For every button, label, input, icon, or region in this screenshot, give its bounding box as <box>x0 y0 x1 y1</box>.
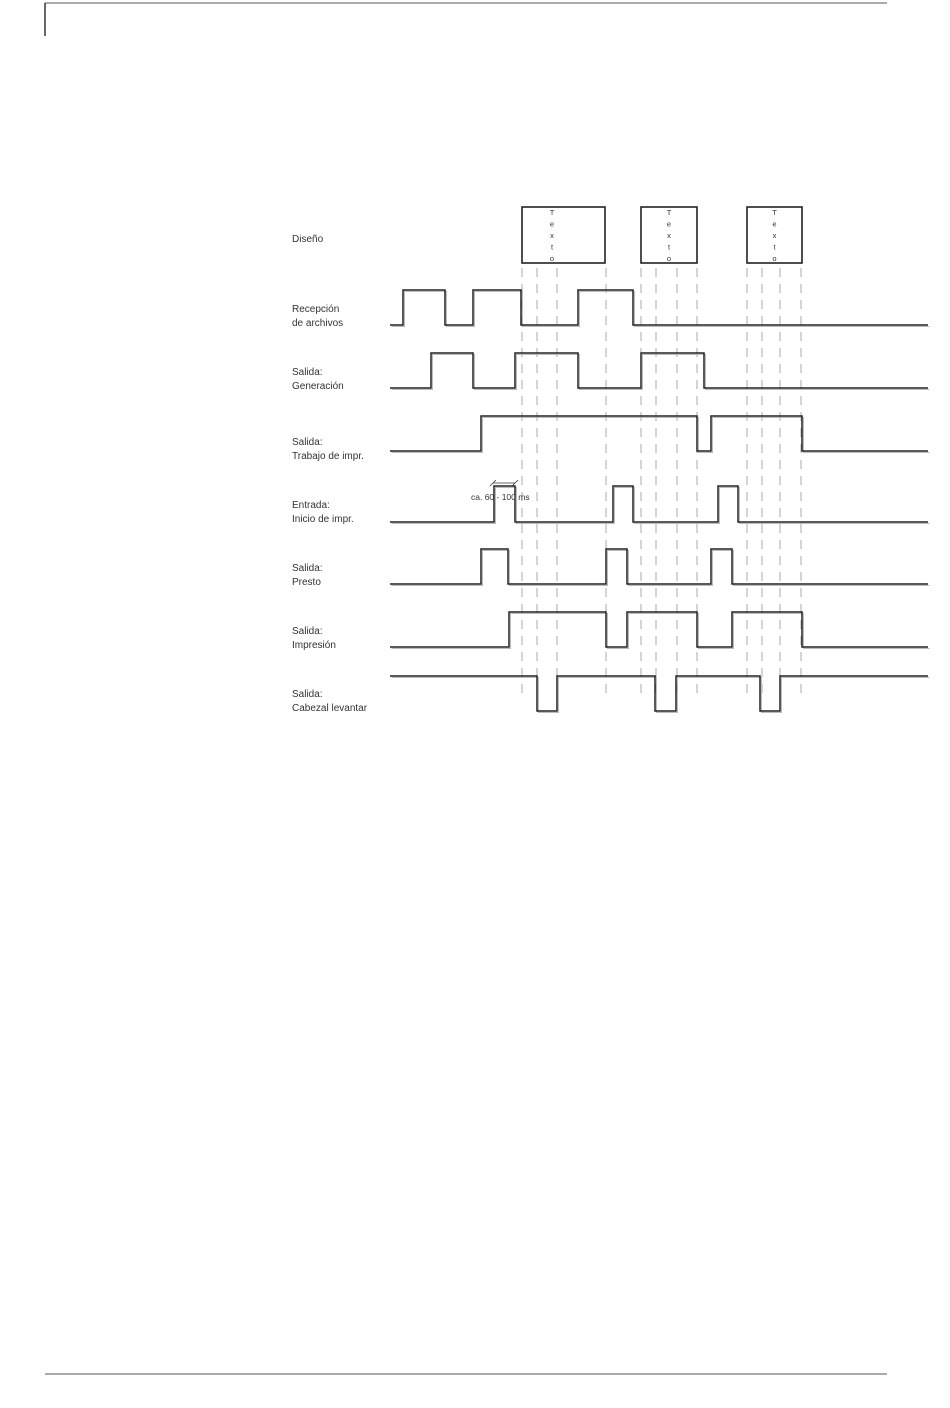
signal-label-line1: Entrada: <box>292 500 330 511</box>
text-box-letter: o <box>549 254 555 263</box>
waveform-shadow <box>392 614 930 649</box>
text-box-letter: t <box>550 242 554 252</box>
signal-label-line1: Salida: <box>292 367 323 378</box>
text-box-letter: o <box>772 254 777 263</box>
text-box-letter: x <box>550 231 554 240</box>
waveform-shadow <box>392 551 930 586</box>
waveform-shadow <box>392 418 930 453</box>
signal-label-line2: Trabajo de impr. <box>292 451 364 462</box>
timing-annotation <box>471 480 530 502</box>
signal-labels <box>292 304 368 714</box>
waveform-trabajo <box>390 416 928 451</box>
text-box-letter: e <box>666 219 672 229</box>
signal-label-line1: Salida: <box>292 563 323 574</box>
signal-label-line2: Presto <box>292 577 321 588</box>
signal-label-line1: Recepción <box>292 304 340 315</box>
signal-label-line1: Salida: <box>292 437 323 448</box>
guide-lines <box>522 268 801 695</box>
text-box-letter: T <box>549 208 555 217</box>
signal-label-line2: Impresión <box>292 640 336 651</box>
signal-label-line1: Salida: <box>292 689 323 700</box>
text-box-letter: T <box>666 208 672 217</box>
text-box-letter: x <box>667 231 671 240</box>
signal-label-line2: de archivos <box>292 318 344 329</box>
waveform-shadow <box>392 678 930 713</box>
signal-label-line2: Inicio de impr. <box>292 514 354 525</box>
text-box-letter: t <box>667 242 671 252</box>
text-box-letter: t <box>773 242 776 252</box>
text-box-letter: x <box>772 231 777 240</box>
text-box <box>522 207 605 263</box>
waveform-shadow <box>392 355 930 390</box>
text-box-letter: e <box>772 219 777 229</box>
waveform-shadow <box>392 292 930 327</box>
waveform-impresion <box>390 612 928 647</box>
signal-label-line2: Generación <box>292 381 344 392</box>
waveform-presto <box>390 549 928 584</box>
text-boxes <box>522 207 802 263</box>
text-box-letter: o <box>666 254 672 263</box>
text-box-letter: T <box>772 208 777 217</box>
waveform-recepcion <box>390 290 928 325</box>
timing-annotation-text: ca. 60 - 100 ms <box>471 492 530 502</box>
text-box-letter: e <box>549 219 555 229</box>
waveform-generacion <box>390 353 928 388</box>
signal-label-line2: Cabezal levantar <box>292 703 368 714</box>
timing-diagram <box>292 207 930 714</box>
design-label: Diseño <box>292 234 324 245</box>
signal-label-line1: Salida: <box>292 626 323 637</box>
waveform-cabezal <box>390 676 928 711</box>
